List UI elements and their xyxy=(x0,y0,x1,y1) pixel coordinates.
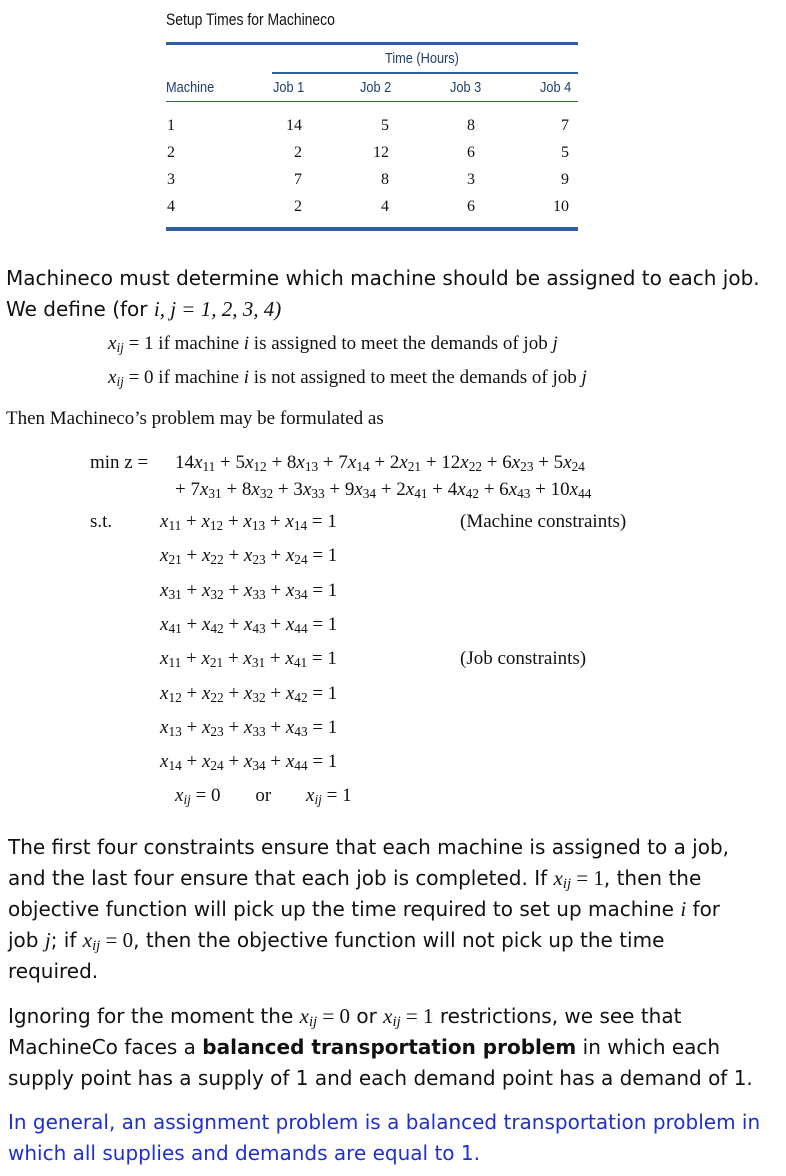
header-rule xyxy=(166,101,578,102)
intro-line1: Machineco must determine which machine should be assigned to each job. xyxy=(6,266,760,290)
st-label: s.t. xyxy=(90,511,113,532)
table-cell: 6 xyxy=(467,198,475,215)
table-cell-machine: 2 xyxy=(167,144,175,161)
constraint-row: $x_{14} + x_{24} + x_{34} + x_{44} = 1$ xyxy=(160,751,338,773)
table-cell: 5 xyxy=(561,144,569,161)
table-cell: 9 xyxy=(561,171,569,188)
formulate-line: Then Machineco’s problem may be formulated as xyxy=(6,408,384,429)
table-cell: 2 xyxy=(294,198,302,215)
intro-line2: We define (for i, j = 1, 2, 3, 4) xyxy=(6,297,282,321)
para2-line3: supply point has a supply of 1 and each demand point has a demand of 1. xyxy=(8,1066,753,1090)
col-header-job3: Job 3 xyxy=(450,79,482,96)
def1-text: if machine i is assigned to meet the demands of job j xyxy=(158,333,558,354)
table-cell: 5 xyxy=(381,117,389,134)
table-cell-machine: 1 xyxy=(167,117,175,134)
table-cell: 3 xyxy=(467,171,475,188)
para1-line2: and the last four ensure that each job is completed. If $x_{ij} = 1$, then the xyxy=(8,866,702,892)
objective-line2: + $7x_{31} + 8x_{32} + 3x_{33} + 9x_{34} + 2x_{41} + 4x_{42} + 6x_{43} + 10x_{44}$ xyxy=(175,479,592,501)
index-range: i, j = 1, 2, 3, 4) xyxy=(153,297,282,321)
table-cell: 10 xyxy=(553,198,569,215)
objective-line1: $14x_{11} + 5x_{12} + 8x_{13} + 7x_{14} + 2x_{21} + 12x_{22} + 6x_{23} + 5x_{24}$ xyxy=(175,452,585,474)
constraint-row: $x_{11} + x_{21} + x_{31} + x_{41} = 1$ xyxy=(160,648,337,670)
table-cell-machine: 3 xyxy=(167,171,175,188)
constraint-row: $x_{12} + x_{22} + x_{32} + x_{42} = 1$ xyxy=(160,683,338,705)
col-header-job2: Job 2 xyxy=(360,79,392,96)
binary-or: or xyxy=(255,785,272,806)
table-cell: 6 xyxy=(467,144,475,161)
para2-line1: Ignoring for the moment the $x_{ij} = 0$ or $x_{ij} = 1$ restrictions, we see that xyxy=(8,1004,682,1030)
table-title: Setup Times for Machineco xyxy=(166,10,335,29)
table-cell: 12 xyxy=(373,144,389,161)
table-cell: 14 xyxy=(286,117,302,134)
definition-1: $x_{ij} = 1$ if machine i is assigned to meet the demands of job j xyxy=(108,333,558,355)
para1-line1: The first four constraints ensure that each machine is assigned to a job, xyxy=(8,835,730,859)
para1-line4: job j; if $x_{ij} = 0$, then the objective function will not pick up the time xyxy=(8,928,665,954)
constraint-row: $x_{13} + x_{23} + x_{33} + x_{43} = 1$ xyxy=(160,717,338,739)
group-header: Time (Hours) xyxy=(385,50,459,67)
para1-line3: objective function will pick up the time required to set up machine i for xyxy=(8,897,721,921)
para1-line5: required. xyxy=(8,959,99,983)
constraint-row: $x_{11} + x_{12} + x_{13} + x_{14} = 1$ xyxy=(160,511,337,533)
objective-lead: min z = xyxy=(90,452,149,473)
para3-line2: which all supplies and demands are equal to 1. xyxy=(8,1141,480,1165)
constraint-note: (Machine constraints) xyxy=(460,511,627,532)
col-header-job4: Job 4 xyxy=(540,79,572,96)
table-cell: 8 xyxy=(381,171,389,188)
binary-constraint: $x_{ij} = 0$ or $x_{ij} = 1$ xyxy=(175,785,352,807)
col-header-job1: Job 1 xyxy=(273,79,305,96)
table-cell: 4 xyxy=(381,198,389,215)
definition-2: $x_{ij} = 0$ if machine i is not assigned to meet the demands of job j xyxy=(108,367,587,389)
group-header-rule xyxy=(272,72,578,74)
constraint-row: $x_{21} + x_{22} + x_{23} + x_{24} = 1$ xyxy=(160,545,338,567)
constraint-note: (Job constraints) xyxy=(460,648,587,669)
bold-term: balanced transportation problem xyxy=(202,1035,577,1059)
constraint-row: $x_{31} + x_{32} + x_{33} + x_{34} = 1$ xyxy=(160,580,338,602)
table-cell: 8 xyxy=(467,117,475,134)
table-cell: 2 xyxy=(294,144,302,161)
table-cell: 7 xyxy=(561,117,569,134)
constraint-row: $x_{41} + x_{42} + x_{43} + x_{44} = 1$ xyxy=(160,614,338,636)
table-bottom-rule xyxy=(166,227,578,231)
table-cell-machine: 4 xyxy=(167,198,175,215)
table-cell: 7 xyxy=(294,171,302,188)
table-top-rule xyxy=(166,42,578,45)
para2-line2: MachineCo faces a balanced transportation problem in which each xyxy=(8,1035,721,1059)
col-header-machine: Machine xyxy=(166,79,215,96)
para3-line1: In general, an assignment problem is a balanced transportation problem in xyxy=(8,1110,761,1134)
def2-text: if machine i is not assigned to meet the demands of job j xyxy=(158,367,587,388)
